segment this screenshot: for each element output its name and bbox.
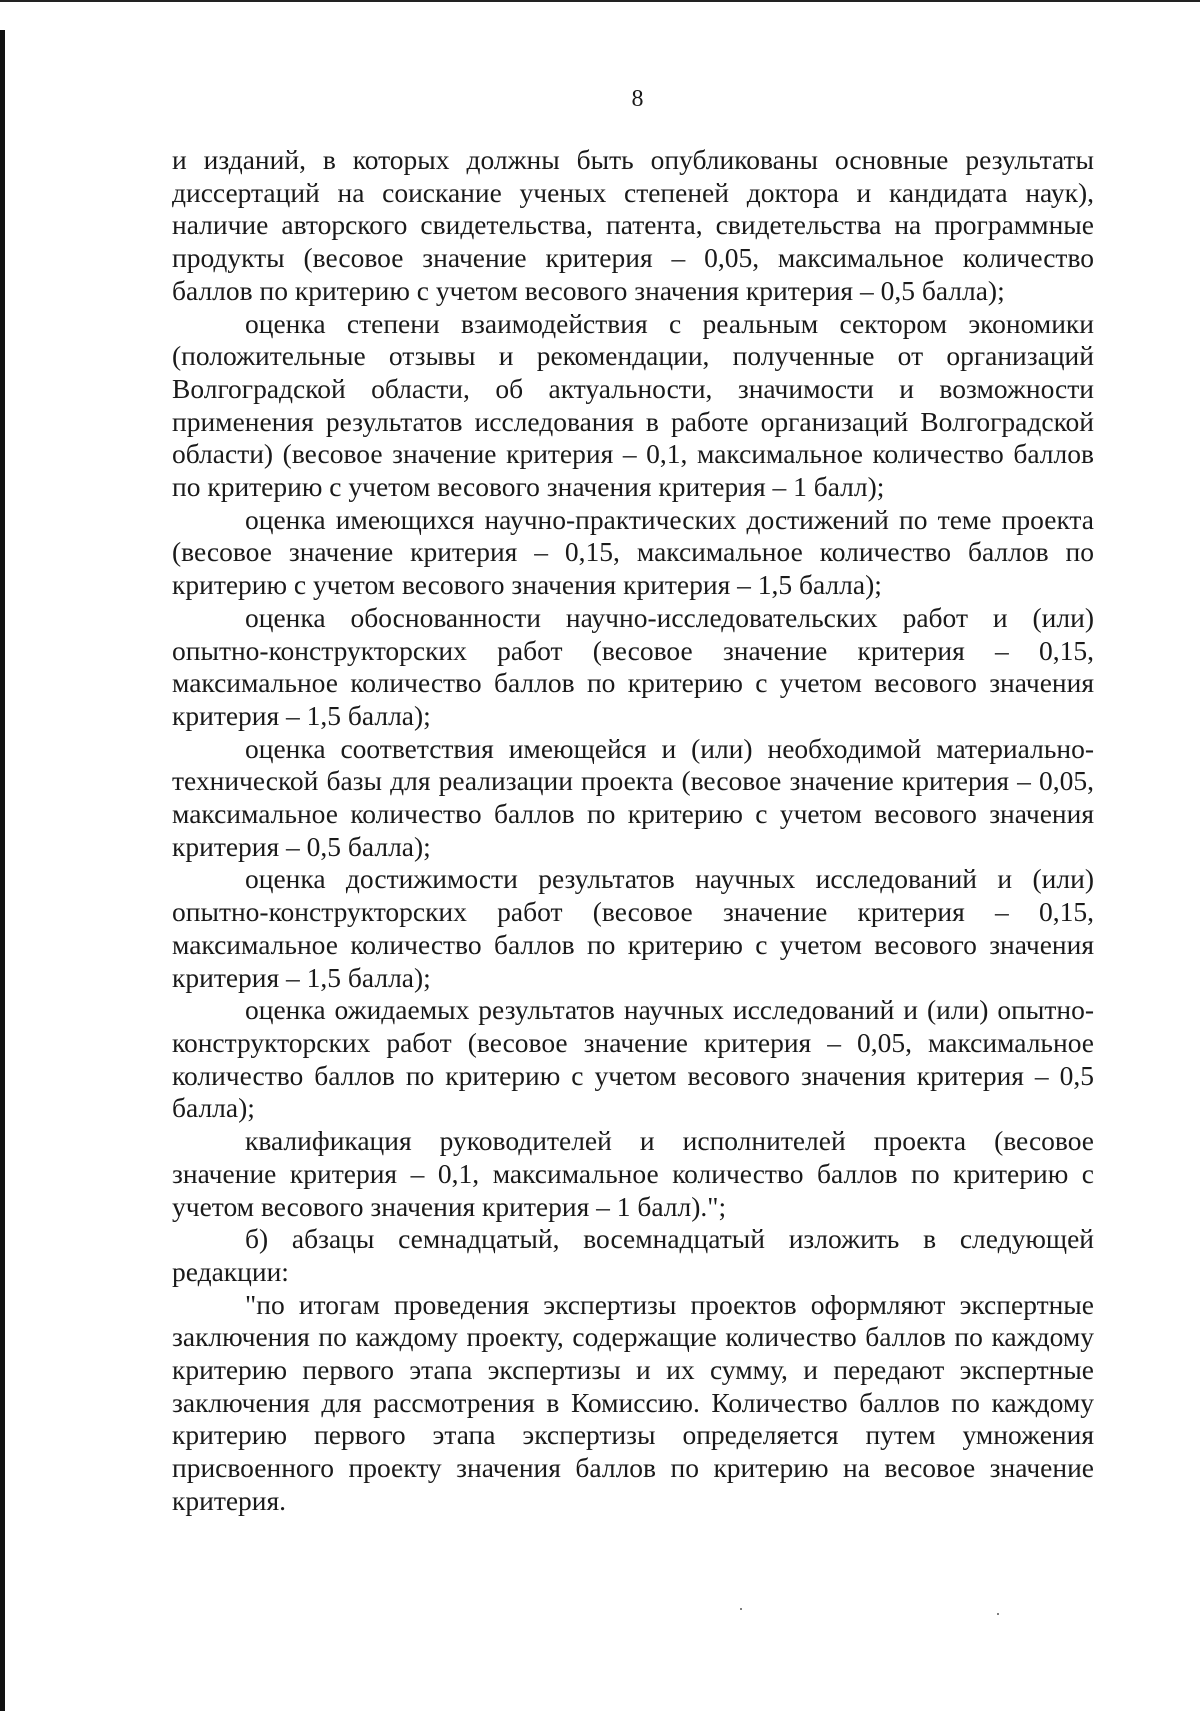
scan-speck bbox=[997, 1613, 999, 1615]
document-body bbox=[172, 144, 1094, 1518]
paragraph-expertise-results: "по итогам проведения экспертизы проектов оформляют экспертные заключения по каждому проекту, содержащие количество баллов по каждому критерию первого этапа экспертизы и их сумму, и передают экспертные заключения для рассмотрения в Комиссию. Количество баллов по каждому критерию первого этапа экспертизы определяется путем умножения присвоенного проекту значения баллов по критерию на весовое значение критерия. bbox=[172, 1288, 1094, 1516]
page-number: 8 bbox=[631, 86, 644, 112]
paragraph-amendment-b: б) абзацы семнадцатый, восемнадцатый изложить в следующей редакции: bbox=[172, 1223, 1094, 1287]
paragraph-criterion-economy: оценка степени взаимодействия с реальным сектором экономики (положительные отзывы и рекомендации, полученные от организаций Волгоградской области, об актуальности, значимости и возможности применения результатов исследования в работе организаций Волгоградской области) (весовое значение критерия – 0,1, максимальное количество баллов по критерию с учетом весового значения критерия – 1 балл); bbox=[172, 307, 1094, 503]
scan-speck bbox=[740, 1608, 742, 1610]
paragraph-criterion-achievements: оценка имеющихся научно-практических достижений по теме проекта (весовое значение критерия – 0,15, максимальное количество баллов по критерию с учетом весового значения критерия – 1,5 балла); bbox=[172, 503, 1094, 601]
scan-left-edge bbox=[0, 30, 5, 1711]
scan-top-edge bbox=[0, 0, 1200, 2]
paragraph-continuation: и изданий, в которых должны быть опубликованы основные результаты диссертаций на соискание ученых степеней доктора и кандидата наук), наличие авторского свидетельства, патента, свидетельства на программные продукты (весовое значение критерия – 0,05, максимальное количество баллов по критерию с учетом весового значения критерия – 0,5 балла); bbox=[172, 144, 1094, 306]
paragraph-criterion-achievability: оценка достижимости результатов научных исследований и (или) опытно-конструкторских работ (весовое значение критерия – 0,15, максимальное количество баллов по критерию с учетом весового значения критерия – 1,5 балла); bbox=[172, 863, 1094, 993]
paragraph-criterion-validity: оценка обоснованности научно-исследовательских работ и (или) опытно-конструкторских работ (весовое значение критерия – 0,15, максимальное количество баллов по критерию с учетом весового значения критерия – 1,5 балла); bbox=[172, 601, 1094, 731]
paragraph-criterion-qualification: квалификация руководителей и исполнителей проекта (весовое значение критерия – 0,1, максимальное количество баллов по критерию с учетом весового значения критерия – 1 балл)."; bbox=[172, 1125, 1094, 1222]
paragraph-criterion-material-base: оценка соответствия имеющейся и (или) необходимой материально-технической базы для реализации проекта (весовое значение критерия – 0,05, максимальное количество баллов по критерию с учетом весового значения критерия – 0,5 балла); bbox=[172, 732, 1094, 862]
paragraph-criterion-expected-results: оценка ожидаемых результатов научных исследований и (или) опытно-конструкторских работ (весовое значение критерия – 0,05, максимальное количество баллов по критерию с учетом весового значения критерия – 0,5 балла); bbox=[172, 994, 1094, 1124]
